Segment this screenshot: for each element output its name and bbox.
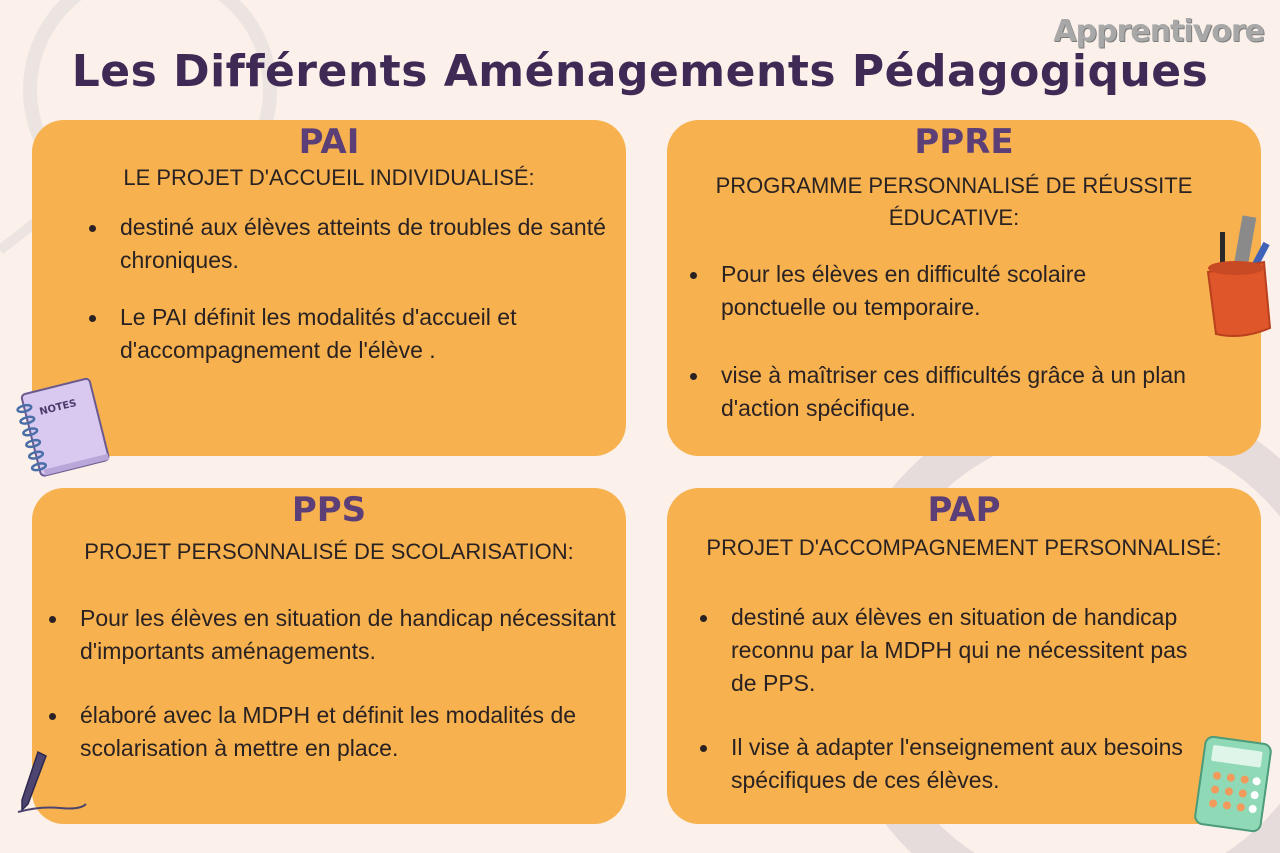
card-subtitle: PROJET PERSONNALISÉ DE SCOLARISATION: (84, 539, 574, 564)
bullet-item: élaboré avec la MDPH et définit les modalités de scolarisation à mettre en place. (80, 699, 580, 765)
card-subtitle: PROJET D'ACCOMPAGNEMENT PERSONNALISÉ: (706, 535, 1222, 560)
card-ppre (667, 120, 1261, 456)
card-subtitle: LE PROJET D'ACCUEIL INDIVIDUALISÉ: (123, 165, 535, 190)
bullet-list (80, 602, 626, 765)
bullet-item: Le PAI définit les modalités d'accueil et d'accompagnement de l'élève . (120, 301, 620, 367)
page-title: Les Différents Aménagements Pédagogiques (71, 46, 1209, 97)
bullet-list (120, 211, 626, 367)
bullet-item: Pour les élèves en situation de handicap nécessitant d'importants aménagements. (80, 602, 620, 668)
notebook-icon (12, 372, 112, 482)
bullet-item: Il vise à adapter l'enseignement aux besoins spécifiques de ces élèves. (731, 731, 1201, 797)
card-subtitle: PROGRAMME PERSONNALISÉ DE RÉUSSITE ÉDUCATIVE: (715, 173, 1193, 230)
card-pai (32, 120, 626, 456)
bullet-list (721, 258, 1261, 425)
bullet-item: destiné aux élèves atteints de troubles de santé chroniques. (120, 211, 620, 277)
card-pap (667, 488, 1261, 824)
pencil-cup-icon (1196, 210, 1280, 340)
card-pps (32, 488, 626, 824)
card-code: PAP (927, 490, 1001, 530)
pen-icon (10, 748, 90, 820)
card-code: PPRE (914, 122, 1014, 162)
brand-logo: Apprentivore (1053, 14, 1264, 49)
bullet-item: Pour les élèves en difficulté scolaire ponctuelle ou temporaire. (721, 258, 1191, 324)
bullet-list (731, 601, 1261, 797)
notebook-label: NOTES (38, 397, 78, 418)
bullet-item: destiné aux élèves en situation de handicap reconnu par la MDPH qui ne nécessitent pas de PPS. (731, 601, 1201, 700)
card-code: PAI (298, 122, 360, 162)
card-code: PPS (291, 490, 367, 530)
bullet-item: vise à maîtriser ces difficultés grâce à un plan d'action spécifique. (721, 359, 1241, 425)
calculator-icon (1188, 734, 1278, 834)
